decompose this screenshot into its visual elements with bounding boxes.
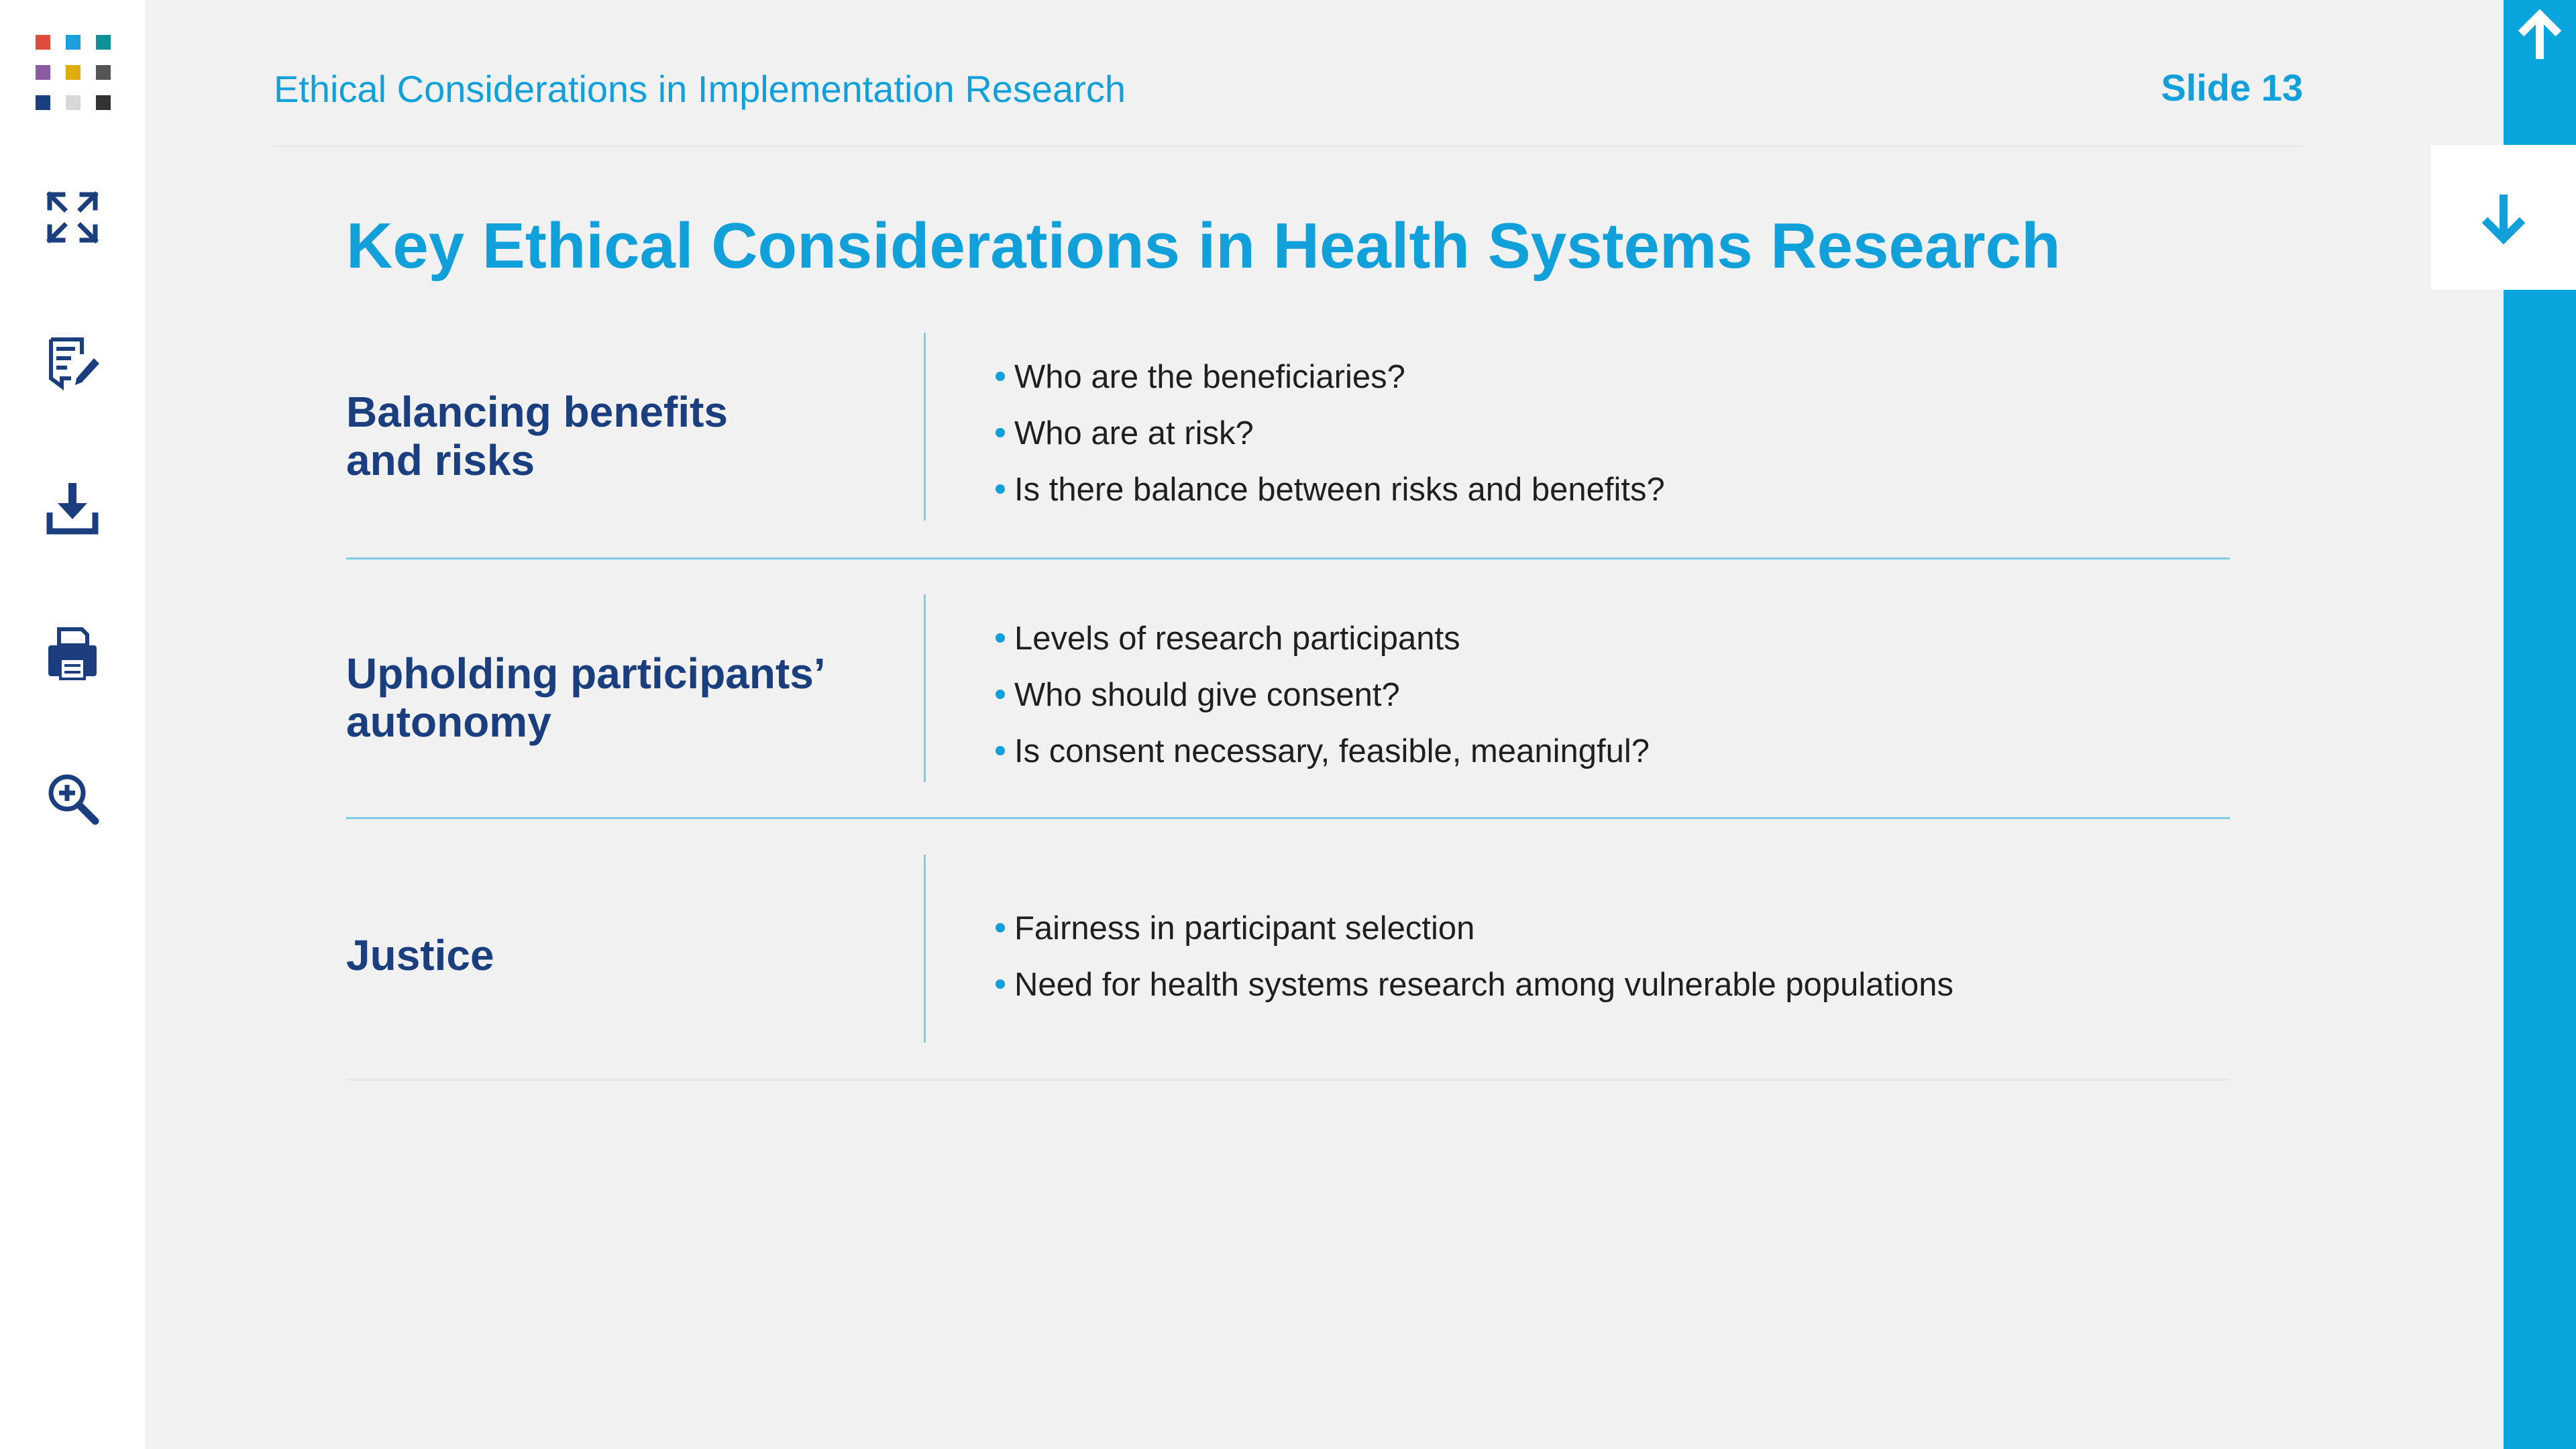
row-title-line: Upholding participants’	[346, 649, 826, 698]
row-title-justice	[346, 931, 910, 979]
list-item: Who are at risk?	[996, 405, 1665, 462]
row-title-autonomy	[346, 649, 910, 746]
row-separator	[346, 817, 2230, 819]
row-title-line: and risks	[346, 436, 535, 484]
row-title-benefits-risks	[346, 388, 910, 484]
row-separator	[346, 557, 2230, 559]
bullet-icon	[996, 484, 1005, 494]
download-button[interactable]	[39, 475, 106, 542]
arrow-up-icon	[2513, 9, 2567, 63]
row-divider-vertical	[924, 855, 926, 1042]
notes-button[interactable]	[39, 329, 106, 396]
content-bottom-rule	[346, 1079, 2230, 1081]
bullet-icon	[996, 746, 1005, 755]
next-slide-button[interactable]	[2431, 145, 2576, 290]
list-item: Fairness in participant selection	[996, 900, 1953, 957]
arrow-down-icon	[2477, 191, 2530, 244]
app-menu-icon[interactable]	[36, 35, 111, 110]
bullet-icon	[996, 633, 1005, 643]
slide-number: Slide 13	[2161, 66, 2303, 109]
row-title-line: Justice	[346, 931, 494, 979]
list-item: Is consent necessary, feasible, meaningful?	[996, 723, 1650, 780]
bullet-icon	[996, 979, 1005, 989]
row-title-line: Balancing benefits	[346, 388, 728, 436]
header-divider	[274, 146, 2303, 147]
bullet-icon	[996, 690, 1005, 699]
list-item: Who should give consent?	[996, 667, 1650, 723]
expand-button[interactable]	[39, 184, 106, 251]
list-item: Need for health systems research among vulnerable populations	[996, 957, 1953, 1013]
row-divider-vertical	[924, 333, 926, 521]
print-icon	[44, 625, 101, 682]
bullet-list-benefits-risks	[996, 349, 1665, 518]
deck-title: Ethical Considerations in Implementation Research	[274, 68, 1126, 110]
zoom-in-button[interactable]	[39, 765, 106, 832]
bullet-list-justice	[996, 900, 1953, 1013]
list-item: Who are the beneficiaries?	[996, 349, 1665, 405]
download-icon	[44, 480, 101, 537]
list-item: Is there balance between risks and benefits?	[996, 462, 1665, 518]
notes-icon	[44, 334, 101, 390]
bullet-icon	[996, 923, 1005, 932]
expand-icon	[44, 189, 101, 246]
row-title-line: autonomy	[346, 698, 551, 746]
slide-heading: Key Ethical Considerations in Health Systems Research	[346, 210, 2061, 282]
bullet-list-autonomy	[996, 610, 1650, 780]
list-item: Levels of research participants	[996, 610, 1650, 667]
zoom-in-icon	[44, 770, 101, 826]
row-divider-vertical	[924, 594, 926, 782]
previous-slide-button[interactable]	[2504, 0, 2576, 72]
left-toolbar	[0, 0, 145, 1449]
print-button[interactable]	[39, 620, 106, 687]
bullet-icon	[996, 372, 1005, 381]
bullet-icon	[996, 428, 1005, 437]
